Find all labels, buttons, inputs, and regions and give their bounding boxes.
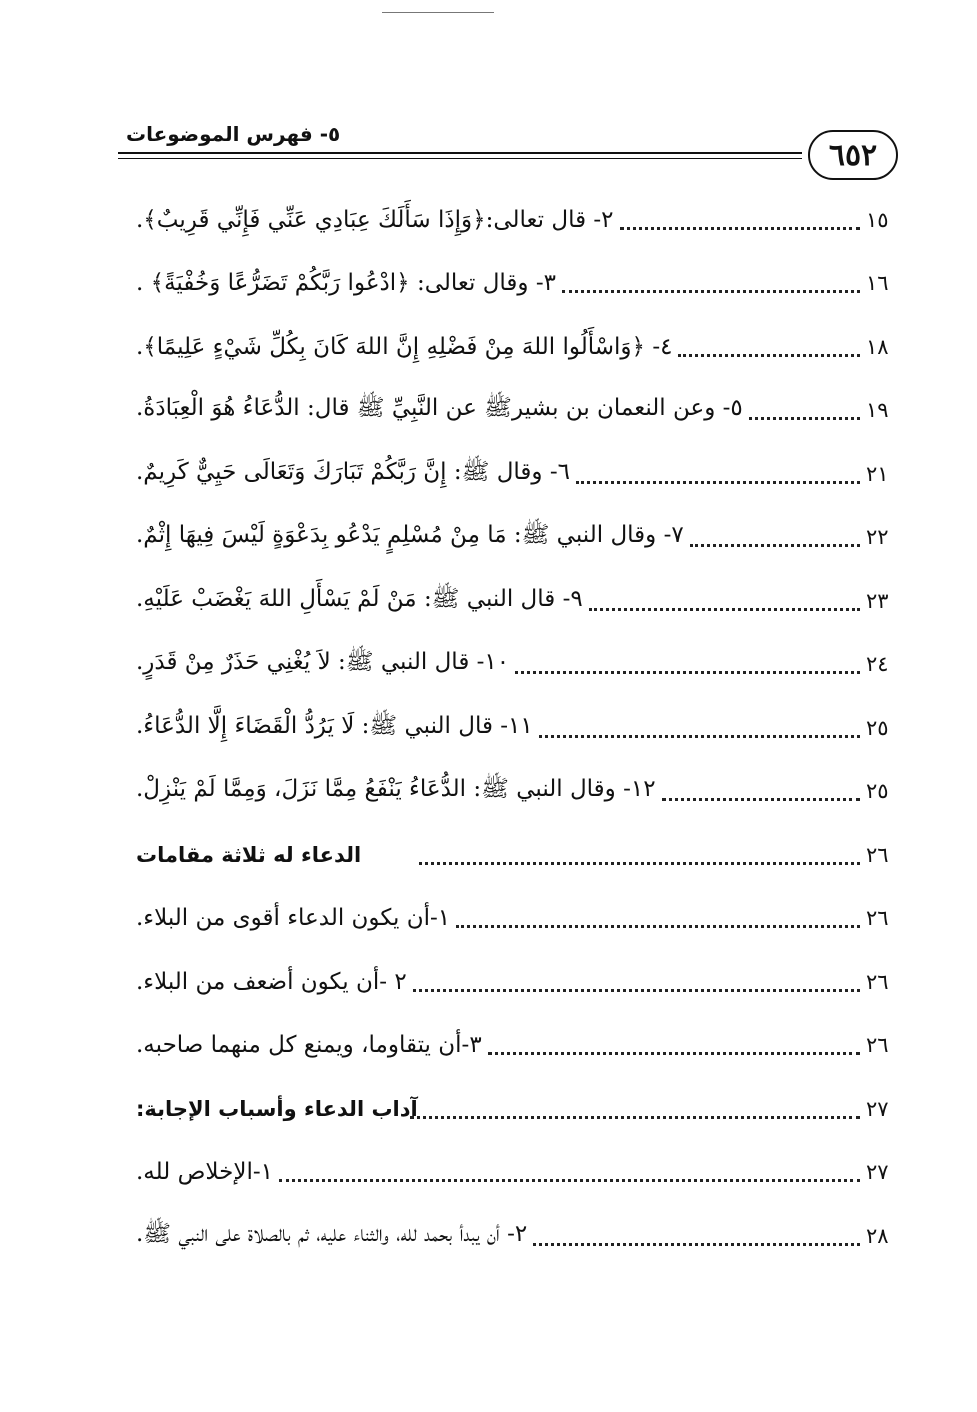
section-title: ٥- فهرس الموضوعات <box>126 122 341 146</box>
toc-entry <box>130 1014 900 1078</box>
toc-entry <box>130 506 900 570</box>
dot-leader <box>562 289 860 293</box>
toc-entry <box>130 887 900 951</box>
dot-leader <box>749 416 860 420</box>
toc-entry-page: ٢٢ <box>866 525 889 550</box>
toc-entry <box>130 252 900 316</box>
dot-leader <box>413 988 860 992</box>
toc-entry <box>130 315 900 379</box>
toc-entry-page: ١٨ <box>866 334 889 359</box>
toc-entry-title: ٤- ﴿وَاسْأَلُوا اللهَ مِنْ فَضْلِهِ إِنَّ اللهَ كَانَ بِكُلِّ شَيْءٍ عَلِيمًا﴾. <box>136 333 673 360</box>
toc-entry-title: ١٢- وقال النبي ﷺ: الدُّعَاءُ يَنْفَعُ مِمَّا نَزَلَ، وَمِمَّا لَمْ يَنْزِلْ. <box>136 776 656 803</box>
dot-leader <box>456 924 860 928</box>
toc-entry <box>130 1204 900 1268</box>
dot-leader <box>515 670 860 674</box>
toc-entry <box>130 760 900 824</box>
toc-entry-title: ١-أن يكون الدعاء أقوى من البلاء. <box>136 905 451 932</box>
toc-entry-page: ٢٦ <box>866 969 889 994</box>
toc-entry <box>130 1141 900 1205</box>
dot-leader <box>279 1178 860 1182</box>
toc-entry-page: ١٥ <box>866 207 889 232</box>
toc-entry <box>130 696 900 760</box>
header-rule-thin <box>118 158 802 159</box>
toc-entry-page: ٢٤ <box>866 652 889 677</box>
toc-entry-page: ١٦ <box>866 271 889 296</box>
dot-leader <box>620 226 860 230</box>
toc-entry-page: ٢٨ <box>866 1223 889 1248</box>
toc-entry <box>130 950 900 1014</box>
toc-entry-page: ٢٥ <box>866 715 889 740</box>
dot-leader <box>678 353 860 357</box>
toc-entry-title: ١١- قال النبي ﷺ: لَا يَرُدُّ الْقَضَاءَ إِلَّا الدُّعَاءُ. <box>136 712 533 739</box>
toc-entry-title: ١-الإخلاص لله. <box>136 1159 273 1186</box>
header-rule <box>118 152 802 154</box>
toc-entry-title: ٥- وعن النعمان بن بشيرﷺ عن النَّبِيِّ ﷺ قال: الدُّعَاءُ هُوَ الْعِبَادَةُ. <box>136 395 743 422</box>
page-number: ٦٥٢ <box>808 130 898 180</box>
toc-entry-page: ٢٣ <box>866 588 889 613</box>
table-of-contents <box>130 188 900 1268</box>
toc-entry-title: ٢- قال تعالى:﴿وَإِذَا سَأَلَكَ عِبَادِي عَنِّي فَإِنِّي قَرِيبٌ﴾. <box>136 206 614 233</box>
top-rule <box>382 12 494 13</box>
dot-leader <box>539 734 860 738</box>
toc-entry-title: ٢- أن يبدأ بحمد لله، والثناء عليه، ثم بالصلاة على النبي ﷺ. <box>136 1220 528 1247</box>
toc-entry-page: ٢٦ <box>866 842 889 867</box>
dot-leader <box>690 543 860 547</box>
toc-entry-title: آداب الدعاء وأسباب الإجابة: <box>136 1096 418 1121</box>
toc-entry-title: ٩- قال النبي ﷺ: مَنْ لَمْ يَسْأَلِ اللهَ يَغْضَبْ عَلَيْهِ. <box>136 585 583 612</box>
toc-entry <box>130 823 900 887</box>
toc-entry <box>130 442 900 506</box>
toc-entry-page: ٢٦ <box>866 906 889 931</box>
toc-entry-page: ١٩ <box>866 398 889 423</box>
dot-leader <box>410 1115 860 1119</box>
dot-leader <box>589 607 860 611</box>
toc-entry-page: ٢٧ <box>866 1160 889 1185</box>
toc-entry <box>130 188 900 252</box>
toc-entry-page: ٢٧ <box>866 1096 889 1121</box>
toc-entry-title: ٧- وقال النبي ﷺ: مَا مِنْ مُسْلِمٍ يَدْعُو بِدَعْوَةٍ لَيْسَ فِيهَا إِثْمٌ. <box>136 522 684 549</box>
page-header <box>118 122 902 188</box>
toc-entry-page: ٢٦ <box>866 1033 889 1058</box>
toc-entry-title: ٦- وقال ﷺ: إِنَّ رَبَّكُمْ تَبَارَكَ وَتَعَالَى حَيِيٌّ كَرِيمٌ. <box>136 458 570 485</box>
toc-entry <box>130 379 900 443</box>
dot-leader <box>419 861 860 865</box>
toc-entry-title: ٣- وقال تعالى: ﴿ادْعُوا رَبَّكُمْ تَضَرُّعًا وَخُفْيَةً﴾ . <box>136 270 556 297</box>
dot-leader <box>488 1051 860 1055</box>
toc-entry <box>130 569 900 633</box>
toc-entry-page: ٢١ <box>866 461 889 486</box>
dot-leader <box>576 480 860 484</box>
toc-entry-title: ١٠- قال النبي ﷺ: لاَ يُغْنِي حَذَرٌ مِنْ قَدَرٍ. <box>136 649 510 676</box>
toc-entry-title: ٢ -أن يكون أضعف من البلاء. <box>136 968 407 995</box>
toc-entry-page: ٢٥ <box>866 779 889 804</box>
toc-entry <box>130 1077 900 1141</box>
toc-entry-title: الدعاء له ثلاثة مقامات <box>136 842 362 867</box>
toc-entry <box>130 633 900 697</box>
dot-leader <box>662 797 860 801</box>
toc-entry-title: ٣-أن يتقاوما، ويمنع كل منهما صاحبه. <box>136 1032 482 1059</box>
dot-leader <box>533 1242 860 1246</box>
